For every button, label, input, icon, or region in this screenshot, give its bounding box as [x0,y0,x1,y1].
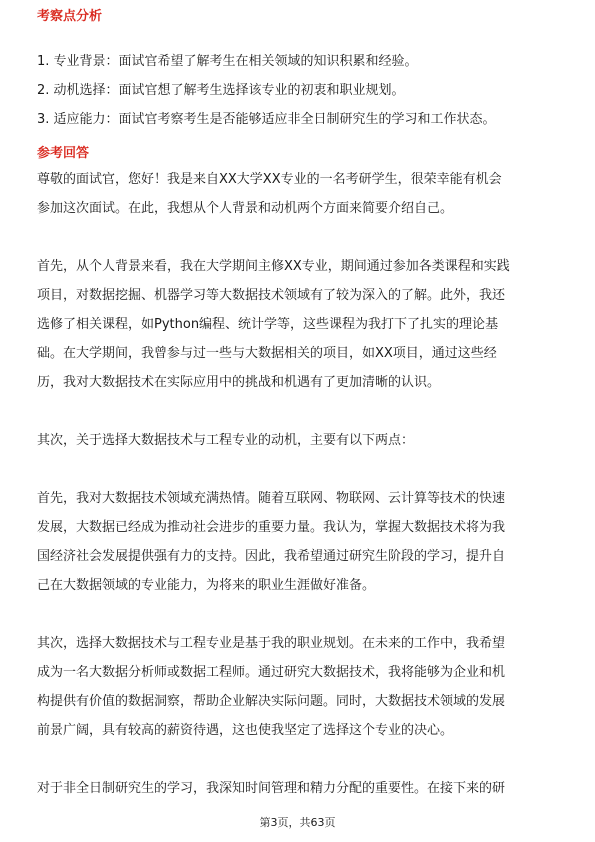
answer-line: 其次，关于选择大数据技术与工程专业的动机，主要有以下两点： [37,433,415,448]
answer-line: 参加这次面试。在此，我想从个人背景和动机两个方面来简要介绍自己。 [37,201,454,216]
answer-heading: 参考回答 [37,146,90,161]
page-indicator: 第3页，共63页 [259,816,336,829]
answer-line: 历，我对大数据技术在实际应用中的挑战和机遇有了更加清晰的认识。 [37,375,441,390]
answer-line: 项目，对数据挖掘、机器学习等大数据技术领域有了较为深入的了解。此外，我还 [37,288,506,303]
answer-line: 发展，大数据已经成为推动社会进步的重要力量。我认为，掌握大数据技术将为我 [37,520,506,535]
analysis-point: 1. 专业背景：面试官希望了解考生在相关领域的知识积累和经验。 [37,54,418,69]
analysis-point: 2. 动机选择：面试官想了解考生选择该专业的初衷和职业规划。 [37,83,405,98]
answer-line: 首先，从个人背景来看，我在大学期间主修XX专业，期间通过参加各类课程和实践 [37,259,510,274]
answer-line: 构提供有价值的数据洞察，帮助企业解决实际问题。同时，大数据技术领域的发展 [37,694,506,709]
answer-line: 其次，选择大数据技术与工程专业是基于我的职业规划。在未来的工作中，我希望 [37,636,506,651]
answer-line: 己在大数据领域的专业能力，为将来的职业生涯做好准备。 [37,578,376,593]
answer-line: 前景广阔，具有较高的薪资待遇，这也使我坚定了选择这个专业的决心。 [37,723,454,738]
answer-line: 成为一名大数据分析师或数据工程师。通过研究大数据技术，我将能够为企业和机 [37,665,506,680]
answer-line: 国经济社会发展提供强有力的支持。因此，我希望通过研究生阶段的学习，提升自 [37,549,506,564]
answer-line: 础。在大学期间，我曾参与过一些与大数据相关的项目，如XX项目，通过这些经 [37,346,497,361]
answer-line: 尊敬的面试官，您好！我是来自XX大学XX专业的一名考研学生，很荣幸能有机会 [37,172,502,187]
answer-line: 对于非全日制研究生的学习，我深知时间管理和精力分配的重要性。在接下来的研 [37,781,506,796]
answer-line: 首先，我对大数据技术领域充满热情。随着互联网、物联网、云计算等技术的快速 [37,491,506,506]
analysis-point: 3. 适应能力：面试官考察考生是否能够适应非全日制研究生的学习和工作状态。 [37,112,496,127]
analysis-heading: 考察点分析 [37,9,103,24]
answer-line: 选修了相关课程，如Python编程、统计学等，这些课程为我打下了扎实的理论基 [37,317,499,332]
